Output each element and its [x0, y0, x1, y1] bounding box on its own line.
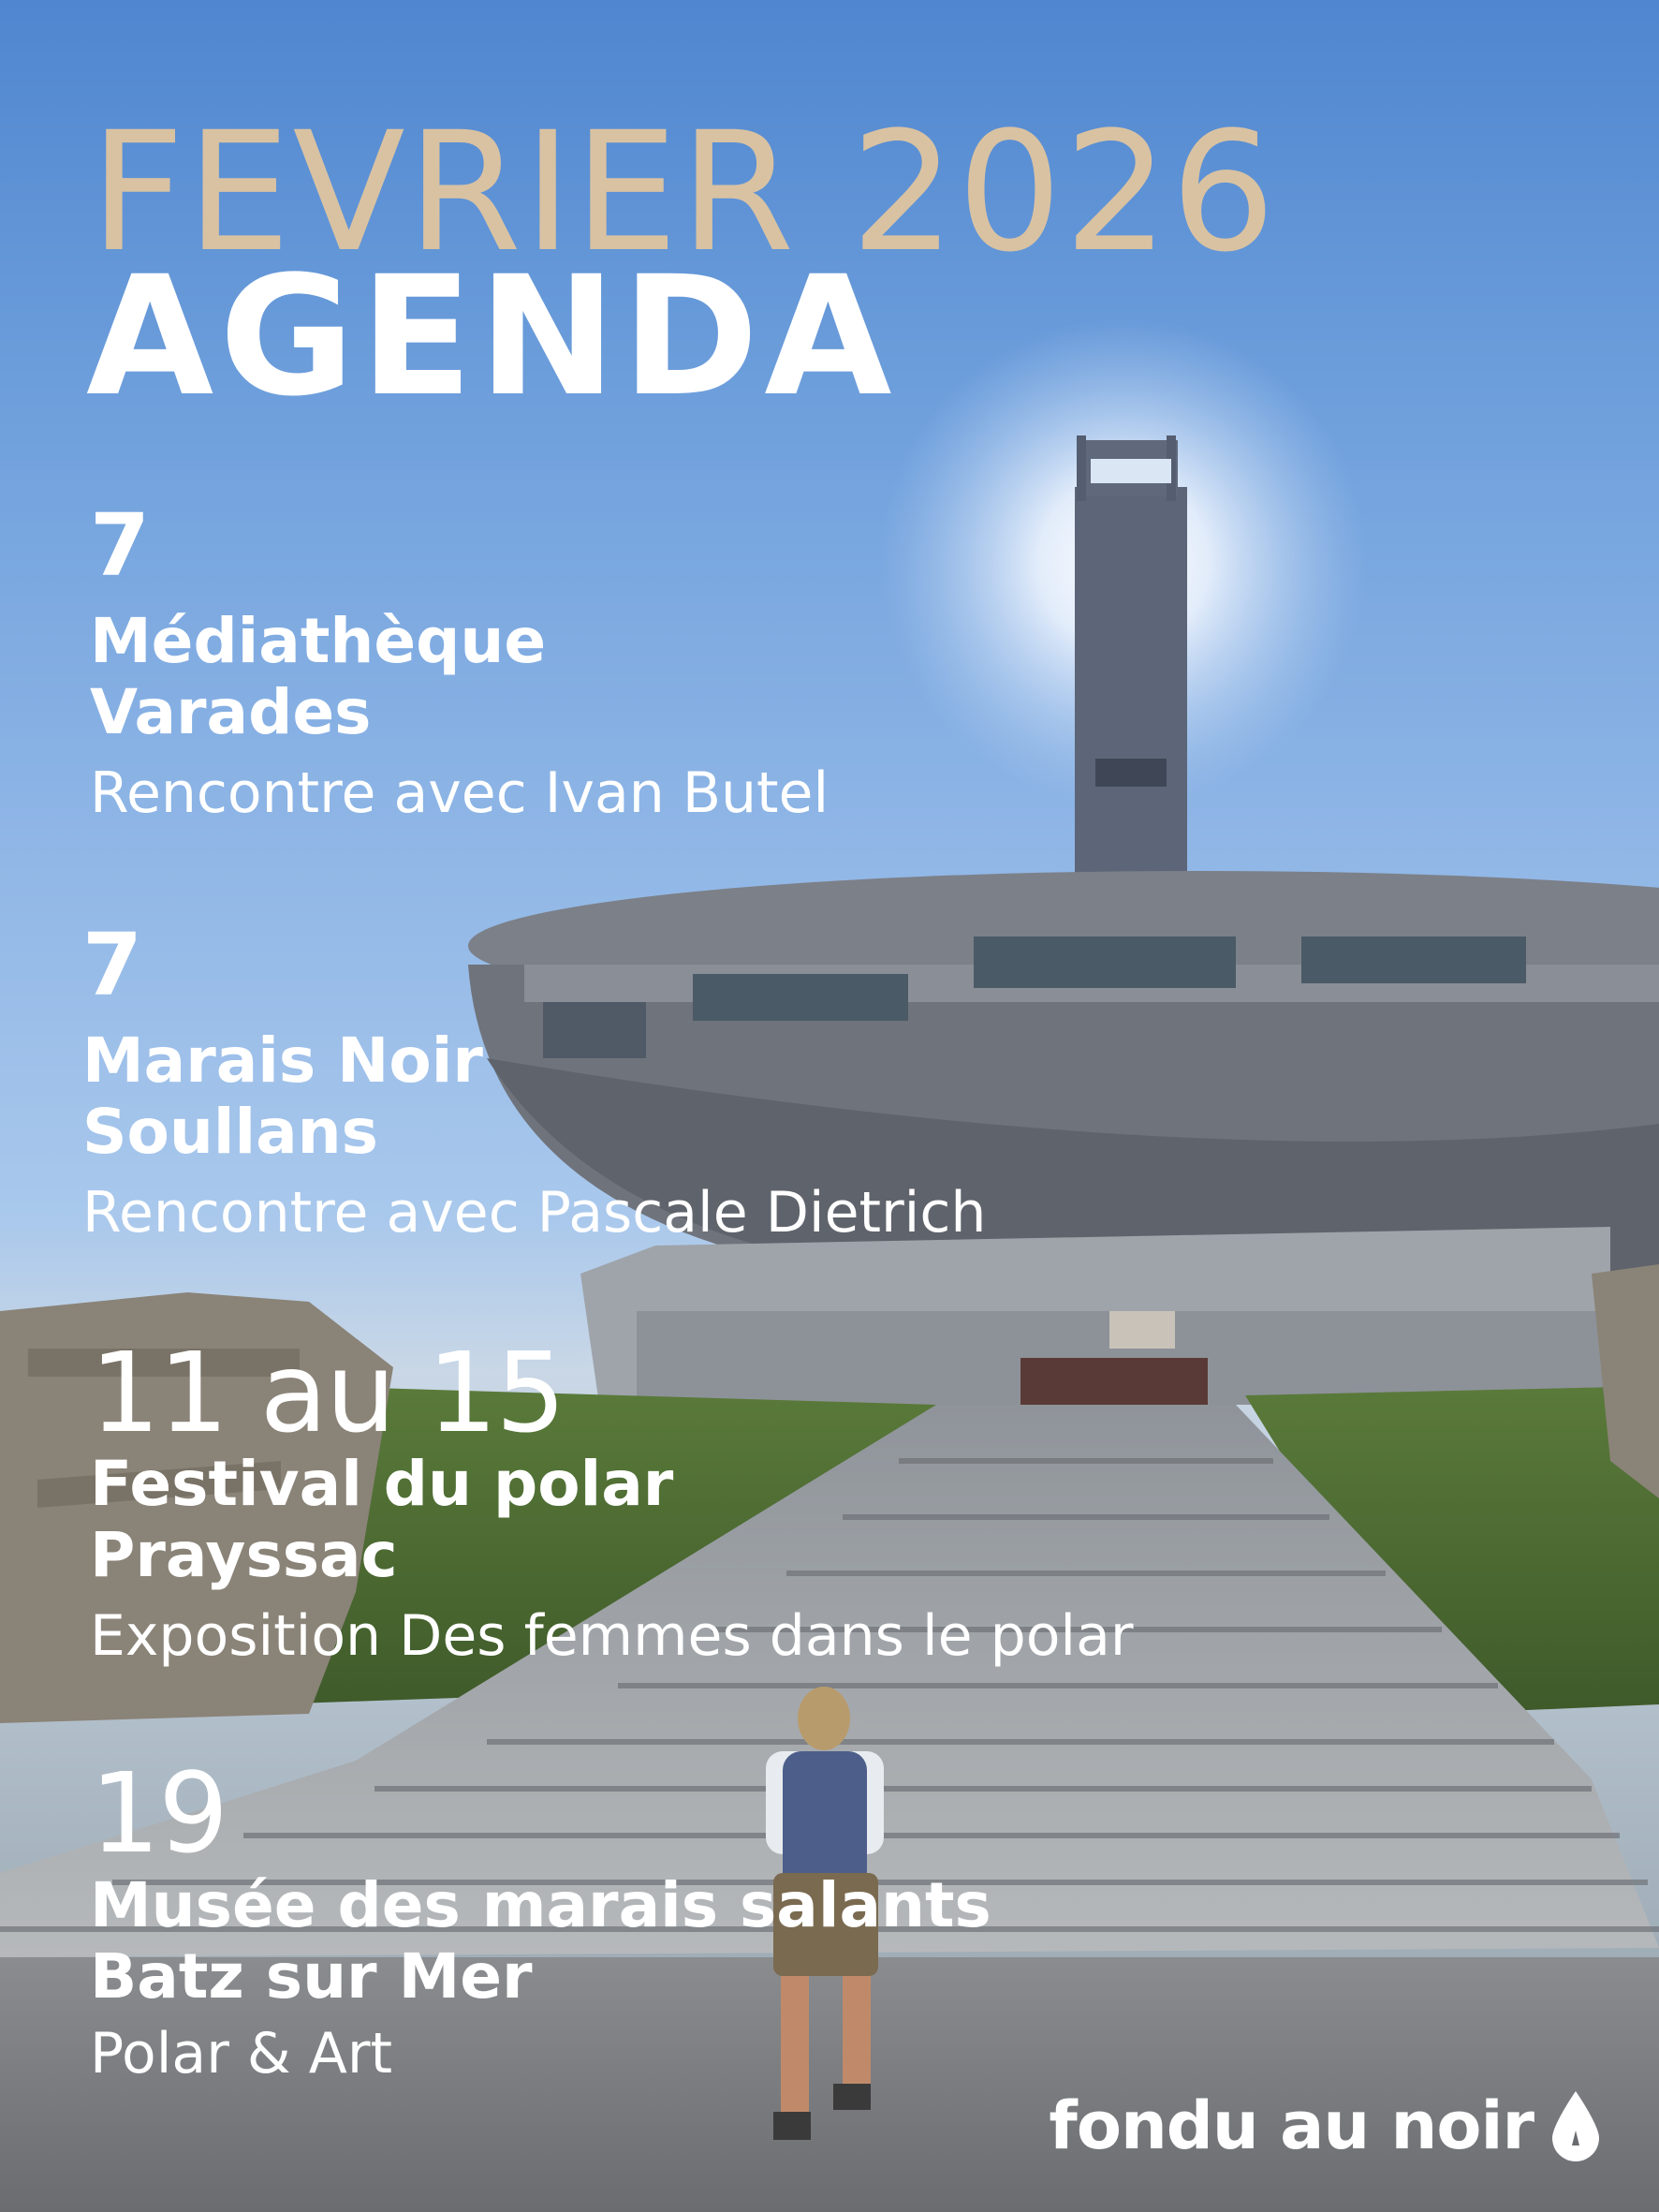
ink-drop-icon	[1549, 2089, 1603, 2162]
event-2-date: 7	[82, 915, 143, 1015]
event-3-description: Exposition Des femmes dans le polar	[90, 1603, 1134, 1669]
event-1-date: 7	[90, 495, 151, 596]
event-2-place-line1: Marais Noir	[82, 1025, 483, 1097]
event-2-place-line2: Soullans	[82, 1096, 378, 1168]
event-1-place-line1: Médiathèque	[90, 605, 547, 677]
tower	[1075, 435, 1187, 880]
event-1-description: Rencontre avec Ivan Butel	[90, 760, 830, 826]
event-4-date: 19	[90, 1748, 228, 1878]
event-4-place-line2: Batz sur Mer	[90, 1940, 533, 2013]
event-1-place-line2: Varades	[90, 676, 372, 748]
event-3-date: 11 au 15	[90, 1328, 565, 1457]
base-building	[580, 1227, 1610, 1405]
agenda-title: AGENDA	[86, 241, 898, 433]
event-3-place-line1: Festival du polar	[90, 1448, 674, 1520]
event-4-description: Polar & Art	[90, 2021, 393, 2087]
month-heading: FEVRIER 2026	[90, 96, 1278, 288]
brand-name: fondu au noir	[1049, 2087, 1534, 2164]
event-3-place-line2: Prayssac	[90, 1519, 398, 1591]
brand-logo	[1049, 2088, 1603, 2163]
event-2-description: Rencontre avec Pascale Dietrich	[82, 1180, 987, 1246]
event-4-place-line1: Musée des marais salants	[90, 1869, 991, 1941]
